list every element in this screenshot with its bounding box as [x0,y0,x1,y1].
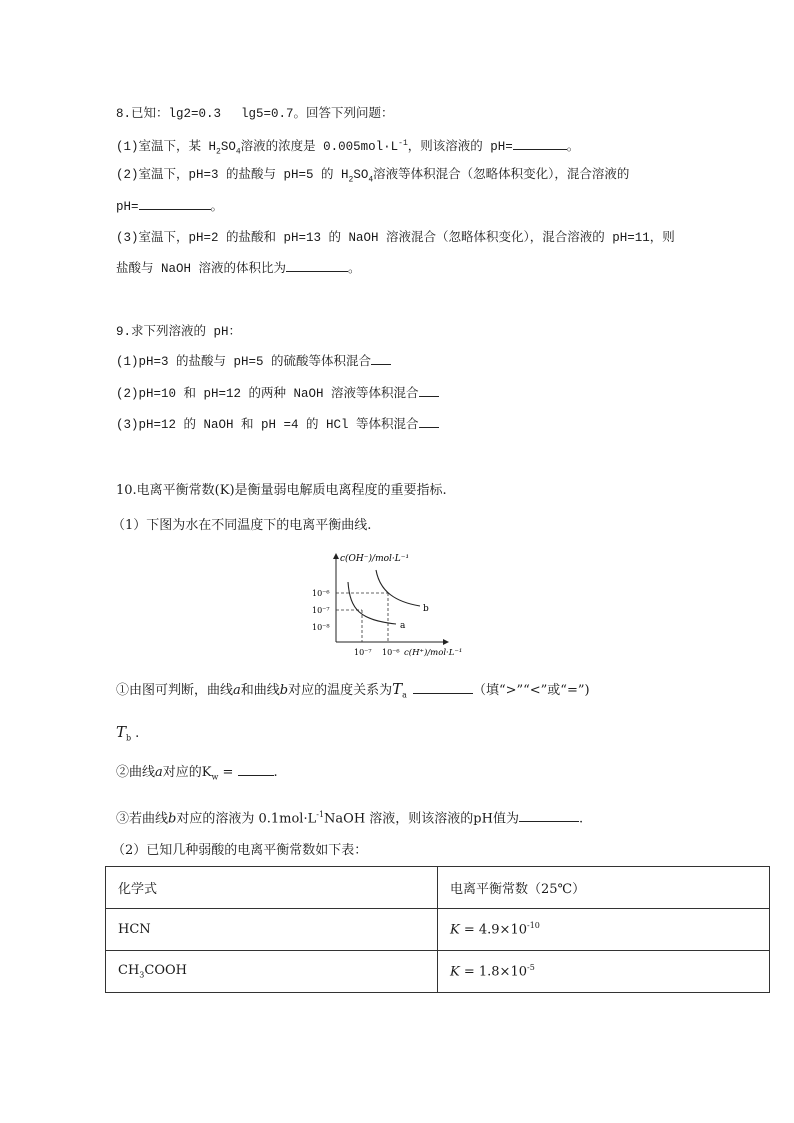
q10-s1-line2: $T_b$ . [116,723,140,743]
y-axis-label: c(OH⁻)/mol·L⁻¹ [340,554,410,564]
answer-blank[interactable] [371,352,391,365]
answer-blank[interactable] [419,384,439,397]
answer-blank[interactable] [413,681,473,694]
answer-blank[interactable] [286,259,348,272]
table-row [106,951,770,993]
ionization-constant-table [105,866,770,993]
q10-part1-heading: （1）下图为水在不同温度下的电离平衡曲线. [112,518,372,533]
q9-part1: (1)pH=3 的盐酸与 pH=5 的硫酸等体积混合 [116,352,391,372]
curve-a-label: a [400,621,406,631]
q10-part2-heading: （2）已知几种弱酸的电离平衡常数如下表： [112,843,368,858]
answer-blank[interactable] [419,415,439,428]
formula-cell: HCN [106,909,438,951]
table-header-cell: 电离平衡常数（25℃） [438,867,770,909]
q9-part3: (3)pH=12 的 NaOH 和 pH =4 的 HCl 等体积混合 [116,415,439,435]
table-header-cell: 化学式 [106,867,438,909]
y-tick-label: 10⁻⁶ [312,589,330,598]
formula-cell: $CH_3COOH$ [106,951,438,993]
x-tick-label: 10⁻⁶ [382,648,400,657]
q8-part2: (2)室温下，pH=3 的盐酸与 pH=5 的 $H_2SO_4$溶液等体积混合（忽略体积变化），混合溶液的 [116,168,630,185]
q10-s3: ③若曲线b对应的溶液为 $0.1mol\cdot L^{-1}NaOH$ 溶液，则该溶液的pH值为 . [116,810,584,827]
x-tick-label: 10⁻⁷ [354,648,372,657]
q10-intro: 10.电离平衡常数(K)是衡量弱电解质电离程度的重要指标. [116,483,447,498]
y-tick-label: 10⁻⁷ [312,606,330,615]
table-row [106,909,770,951]
constant-cell: $K = 4.9\times 10^{-10}$ [438,909,770,951]
q8-part2-line2: pH= 。 [116,197,223,217]
table-header-row [106,867,770,909]
q8-part3: (3)室温下，pH=2 的盐酸和 pH=13 的 NaOH 溶液混合（忽略体积变化），混合溶液的 pH=11，则 [116,231,675,245]
q9-intro: 9.求下列溶液的 pH： [116,325,242,339]
answer-blank[interactable] [238,763,274,776]
constant-cell: $K = 1.8\times 10^{-5}$ [438,951,770,993]
q10-s2: ②曲线a对应的$K_w$ = . [116,765,278,782]
curve-b [376,570,420,606]
q10-s1: ①由图可判断，曲线a和曲线b对应的温度关系为$T_a$ （填“>”“<”或“=”) [116,680,590,700]
water-ionization-graph [300,548,462,662]
answer-blank[interactable] [519,809,579,822]
q8-intro: 8.已知：lg2=0.3 lg5=0.7。回答下列问题： [116,107,394,121]
q9-part2: (2)pH=10 和 pH=12 的两种 NaOH 溶液等体积混合 [116,384,439,404]
q8-part3-line2: 盐酸与 NaOH 溶液的体积比为 。 [116,259,361,279]
x-axis-label: c(H⁺)/mol·L⁻¹ [404,648,462,658]
answer-blank[interactable] [513,137,567,150]
y-tick-label: 10⁻⁸ [312,623,330,632]
curve-b-label: b [423,604,429,614]
answer-blank[interactable] [139,197,211,210]
curve-a [348,582,396,624]
q8-part1: (1)室温下，某 $H_2SO_4$溶液的浓度是 $0.005mol\cdot L^{-1}$，则该溶液的 pH= 。 [116,139,580,157]
